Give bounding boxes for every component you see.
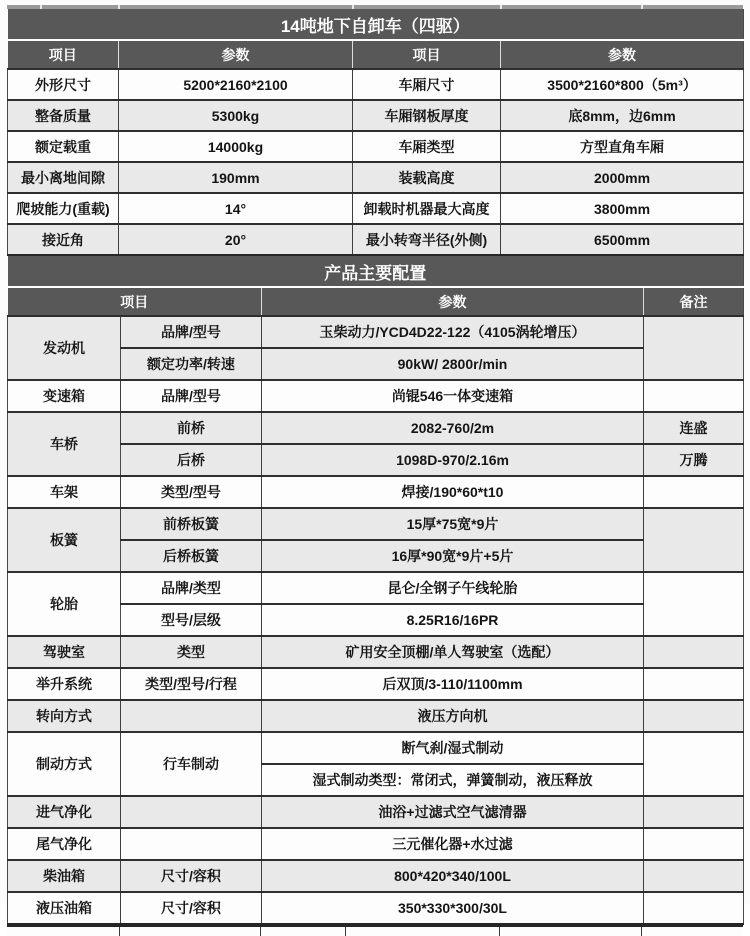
spec-value: 3500*2160*800（5m³） — [501, 69, 744, 100]
config-row — [8, 316, 744, 348]
config-value: 液压方向机 — [262, 700, 644, 732]
config-item — [121, 796, 262, 828]
config-value: 油浴+过滤式空气滤清器 — [262, 796, 644, 828]
config-table — [7, 256, 744, 925]
spec-value: 5300kg — [119, 100, 353, 131]
spec-value: 6500mm — [501, 224, 744, 255]
config-remark — [644, 796, 744, 828]
spec-label: 卸载时机器最大高度 — [353, 193, 501, 224]
config-remark — [644, 700, 744, 732]
config-row — [8, 572, 744, 604]
spec-label: 外形尺寸 — [8, 69, 119, 100]
config-group-name: 举升系统 — [8, 668, 121, 700]
config-table-body — [8, 316, 744, 924]
config-row — [8, 892, 744, 924]
spec-label: 车厢钢板厚度 — [353, 100, 501, 131]
config-item: 品牌/型号 — [121, 316, 262, 348]
config-group-name: 车架 — [8, 476, 121, 508]
config-col-header-item: 项目 — [8, 287, 262, 316]
config-row — [8, 668, 744, 700]
config-value: 三元催化器+水过滤 — [262, 828, 644, 860]
config-value: 350*330*300/30L — [262, 892, 644, 924]
page-title: 14吨地下自卸车（四驱） — [8, 9, 744, 40]
config-row — [8, 508, 744, 540]
config-header-row — [8, 287, 744, 316]
config-group-name: 进气净化 — [8, 796, 121, 828]
spec-value: 14000kg — [119, 131, 353, 162]
config-item: 前桥 — [121, 412, 262, 444]
config-row — [8, 860, 744, 892]
config-value: 断气刹/湿式制动 — [262, 732, 644, 764]
config-value: 矿用安全顶棚/单人驾驶室（选配） — [262, 636, 644, 668]
spec-label: 额定载重 — [8, 131, 119, 162]
config-remark — [644, 380, 744, 412]
cropped-row-above — [7, 5, 743, 9]
config-remark — [644, 732, 744, 796]
config-row — [8, 380, 744, 412]
divider-tick — [352, 5, 354, 9]
spec-value: 方型直角车厢 — [501, 131, 744, 162]
config-remark — [644, 476, 744, 508]
config-value: 800*420*340/100L — [262, 860, 644, 892]
config-remark — [644, 892, 744, 924]
config-group-name: 板簧 — [8, 508, 121, 572]
spec-row — [8, 69, 744, 100]
config-row — [8, 796, 744, 828]
spec-value: 底8mm，边6mm — [501, 100, 744, 131]
config-item — [121, 828, 262, 860]
config-row — [8, 700, 744, 732]
spec-label: 最小离地间隙 — [8, 162, 119, 193]
config-remark — [644, 828, 744, 860]
config-item: 额定功率/转速 — [121, 348, 262, 380]
config-remark — [644, 860, 744, 892]
config-item: 尺寸/容积 — [121, 860, 262, 892]
spec-label: 最小转弯半径(外侧) — [353, 224, 501, 255]
config-remark: 连盛 — [644, 412, 744, 444]
config-item — [121, 700, 262, 732]
config-row — [8, 476, 744, 508]
spec-value: 5200*2160*2100 — [119, 69, 353, 100]
config-group-name: 尾气净化 — [8, 828, 121, 860]
spec-row — [8, 100, 744, 131]
spec-label: 车厢类型 — [353, 131, 501, 162]
spec-label: 整备质量 — [8, 100, 119, 131]
config-item: 类型 — [121, 636, 262, 668]
spec-header-row — [8, 40, 744, 69]
spec-row — [8, 162, 744, 193]
divider-tick — [641, 927, 642, 936]
divider-tick — [641, 5, 643, 9]
config-col-header-remark: 备注 — [644, 287, 744, 316]
config-remark — [644, 572, 744, 636]
config-group-name: 转向方式 — [8, 700, 121, 732]
config-value: 尚锟546一体变速箱 — [262, 380, 644, 412]
config-value: 昆仑/全钢子午线轮胎 — [262, 572, 644, 604]
spec-row — [8, 224, 744, 255]
divider-tick — [260, 927, 261, 936]
config-value: 8.25R16/16PR — [262, 604, 644, 636]
divider-tick — [40, 5, 42, 9]
config-group-name: 制动方式 — [8, 732, 121, 796]
config-value: 后双顶/3-110/1100mm — [262, 668, 644, 700]
config-group-name: 发动机 — [8, 316, 121, 380]
spec-value: 14° — [119, 193, 353, 224]
config-row — [8, 636, 744, 668]
config-remark: 万腾 — [644, 444, 744, 476]
spec-value: 190mm — [119, 162, 353, 193]
config-value: 90kW/ 2800r/min — [262, 348, 644, 380]
col-header-item-right: 项目 — [353, 40, 501, 69]
config-remark — [644, 668, 744, 700]
config-item: 后桥 — [121, 444, 262, 476]
config-remark — [644, 508, 744, 572]
config-item: 品牌/类型 — [121, 572, 262, 604]
table-title-row — [8, 9, 744, 40]
config-item: 类型/型号 — [121, 476, 262, 508]
cropped-row-below — [7, 925, 743, 936]
main-spec-table — [7, 9, 744, 256]
config-group-name: 液压油箱 — [8, 892, 121, 924]
config-row — [8, 732, 744, 764]
spec-value: 20° — [119, 224, 353, 255]
divider-tick — [500, 5, 502, 9]
spec-label: 装载高度 — [353, 162, 501, 193]
config-item: 尺寸/容积 — [121, 892, 262, 924]
config-value: 湿式制动类型：常闭式，弹簧制动，液压释放 — [262, 764, 644, 796]
config-value: 1098D-970/2.16m — [262, 444, 644, 476]
config-value: 玉柴动力/YCD4D22-122（4105涡轮增压） — [262, 316, 644, 348]
config-group-name: 柴油箱 — [8, 860, 121, 892]
col-header-param-left: 参数 — [119, 40, 353, 69]
config-item: 行车制动 — [121, 732, 262, 796]
spec-row — [8, 193, 744, 224]
config-row — [8, 412, 744, 444]
config-group-name: 变速箱 — [8, 380, 121, 412]
divider-tick — [119, 927, 120, 936]
config-value: 16厚*90宽*9片+5片 — [262, 540, 644, 572]
config-item: 类型/型号/行程 — [121, 668, 262, 700]
divider-tick — [499, 927, 500, 936]
spec-value: 2000mm — [501, 162, 744, 193]
config-item: 型号/层级 — [121, 604, 262, 636]
config-row — [8, 828, 744, 860]
spec-label: 接近角 — [8, 224, 119, 255]
config-item: 后桥板簧 — [121, 540, 262, 572]
spec-row — [8, 131, 744, 162]
col-header-param-right: 参数 — [501, 40, 744, 69]
config-item: 品牌/型号 — [121, 380, 262, 412]
spec-label: 爬坡能力(重载) — [8, 193, 119, 224]
config-section-title: 产品主要配置 — [8, 256, 744, 287]
spec-table-body — [8, 69, 744, 255]
config-value: 15厚*75宽*9片 — [262, 508, 644, 540]
spec-value: 3800mm — [501, 193, 744, 224]
config-group-name: 车桥 — [8, 412, 121, 476]
config-value: 焊接/190*60*t10 — [262, 476, 644, 508]
config-title-row — [8, 256, 744, 287]
config-group-name: 轮胎 — [8, 572, 121, 636]
config-group-name: 驾驶室 — [8, 636, 121, 668]
config-value: 2082-760/2m — [262, 412, 644, 444]
config-remark — [644, 316, 744, 380]
divider-tick — [118, 5, 120, 9]
col-header-item-left: 项目 — [8, 40, 119, 69]
config-col-header-param: 参数 — [262, 287, 644, 316]
config-item: 前桥板簧 — [121, 508, 262, 540]
spec-label: 车厢尺寸 — [353, 69, 501, 100]
config-remark — [644, 636, 744, 668]
divider-tick — [345, 927, 346, 936]
